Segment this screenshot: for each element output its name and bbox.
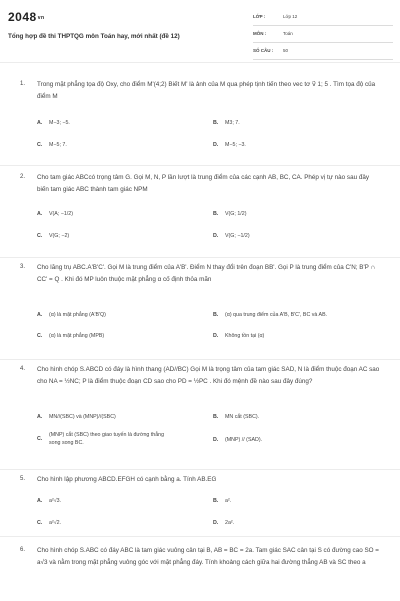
question-6 [0, 536, 400, 601]
option-letter: C. [37, 333, 43, 339]
option-text: M−5; −3. [225, 142, 246, 148]
option-letter: D. [213, 233, 219, 239]
option-c[interactable] [37, 142, 67, 148]
option-text: M3; 7. [225, 120, 240, 126]
option-letter: D. [213, 437, 219, 443]
meta-panel [253, 13, 393, 64]
question-number: 1. [20, 81, 26, 87]
option-d[interactable] [213, 233, 250, 239]
question-text: Cho hình chóp S.ABCD có đáy là hình thang (AD//BC) Gọi M là trọng tâm của tam giác SAD, N là điểm thuộc đoạn AC sao cho NA = ½NC; P là điểm thuộc đoạn CD sao cho PD = ½PC . Khi đó mệnh đề nào sau đây đúng? [37, 366, 380, 385]
option-text: a². [225, 498, 232, 504]
option-text: V(G; −1/2) [225, 233, 250, 239]
option-letter: A. [37, 414, 43, 420]
meta-label: SỐ CÂU : [253, 48, 274, 53]
option-a[interactable] [37, 414, 116, 420]
option-a[interactable] [37, 498, 61, 504]
document-header [0, 0, 400, 62]
option-text: M−3; −5. [49, 120, 70, 126]
option-d[interactable] [213, 437, 262, 443]
brand-name: 2048 [8, 10, 37, 24]
option-c[interactable] [37, 333, 104, 339]
meta-value: Lớp 12 [283, 14, 298, 19]
option-text: (α) là mặt phẳng (MPB) [49, 333, 105, 339]
option-text: (α) qua trung điểm của A'B, B'C', BC và AB. [225, 312, 328, 318]
question-number: 2. [20, 174, 26, 180]
option-text: a²√2. [49, 520, 62, 526]
meta-value: Toán [283, 31, 293, 36]
meta-value: 50 [283, 48, 289, 53]
question-4 [0, 359, 400, 470]
meta-row-class [253, 13, 393, 26]
option-text: (MNP) cắt (SBC) theo giao tuyến là đường thẳng song song BC. [49, 432, 165, 446]
question-text: Cho hình chóp S.ABC có đáy ABC là tam giác vuông cân tại B, AB = BC = 2a. Tam giác SAC cân tại S có đường cao SO = a√3 và nằm trong mặt phẳng vuông góc với mặt phẳng đáy. Tính khoảng cách giữa hai đường thẳng AB và SC theo a [37, 547, 379, 566]
brand-logo[interactable] [8, 10, 45, 24]
meta-row-count [253, 47, 393, 60]
option-letter: A. [37, 120, 43, 126]
meta-label: LỚP : [253, 14, 266, 19]
question-5 [0, 469, 400, 537]
option-c[interactable] [37, 520, 61, 526]
option-letter: B. [213, 498, 219, 504]
option-d[interactable] [213, 520, 234, 526]
option-text: M−5; 7. [49, 142, 67, 148]
option-letter: D. [213, 142, 219, 148]
option-text: V(G; −2) [49, 233, 70, 239]
question-number: 3. [20, 264, 26, 270]
option-letter: A. [37, 498, 43, 504]
question-number: 5. [20, 476, 26, 482]
document-title: Tổng hợp đề thi THPTQG môn Toán hay, mới nhất (đề 12) [8, 33, 180, 40]
question-number: 4. [20, 366, 26, 372]
option-letter: A. [37, 211, 43, 217]
question-text: Cho hình lập phương ABCD.EFGH có cạnh bằng a. Tính AB.EG [37, 476, 217, 483]
option-letter: D. [213, 520, 219, 526]
question-number: 6. [20, 547, 26, 553]
question-3 [0, 257, 400, 360]
meta-row-subject [253, 30, 393, 43]
option-letter: B. [213, 414, 219, 420]
question-2 [0, 165, 400, 258]
option-c[interactable] [37, 233, 69, 239]
option-a[interactable] [37, 120, 70, 126]
brand-suffix: vn [37, 14, 45, 21]
question-text: Cho lăng trụ ABC.A'B'C'. Gọi M là trung điểm của A'B'. Điểm N thay đổi trên đoạn BB'. Gọi P là trung điểm của C'N; B'P ∩ CC' = Q . Khi đó MP luôn thuộc mặt phẳng α cố định thỏa mãn [37, 264, 376, 283]
option-text: (MNP) // (SAD). [225, 437, 263, 443]
option-d[interactable] [213, 333, 264, 339]
option-d[interactable] [213, 142, 246, 148]
option-letter: C. [37, 142, 43, 148]
option-b[interactable] [213, 211, 247, 217]
option-text: Không tồn tại (α) [225, 333, 265, 339]
option-a[interactable] [37, 312, 106, 318]
option-text: MN//(SBC) và (MNP)//(SBC) [49, 414, 116, 420]
option-letter: A. [37, 312, 43, 318]
option-b[interactable] [213, 312, 327, 318]
question-text: Trong mặt phẳng tọa độ Oxy, cho điểm M'(4;2) Biết M' là ảnh của M qua phép tịnh tiến theo vec tơ v⃗ 1; 5 . Tìm tọa độ của điểm M [37, 81, 376, 100]
option-letter: B. [213, 120, 219, 126]
option-letter: C. [37, 436, 43, 442]
option-text: MN cắt (SBC). [225, 414, 260, 420]
option-letter: C. [37, 233, 43, 239]
option-text: a²√3. [49, 498, 62, 504]
question-text: Cho tam giác ABCcó trọng tâm G. Gọi M, N, P lần lượt là trung điểm của các cạnh AB, BC, CA. Phép vị tự nào sau đây biến tam giác ABC thành tam giác NPM [37, 174, 369, 193]
option-b[interactable] [213, 120, 240, 126]
meta-label: MÔN : [253, 31, 267, 36]
option-c[interactable] [37, 431, 167, 447]
option-text: (α) là mặt phẳng (A'B'Q) [49, 312, 106, 318]
option-letter: C. [37, 520, 43, 526]
option-text: V(A; −1/2) [49, 211, 73, 217]
option-a[interactable] [37, 211, 73, 217]
option-letter: D. [213, 333, 219, 339]
option-text: 2a². [225, 520, 235, 526]
option-letter: B. [213, 211, 219, 217]
option-letter: B. [213, 312, 219, 318]
question-1 [0, 62, 400, 166]
option-b[interactable] [213, 498, 231, 504]
option-text: V(G; 1/2) [225, 211, 247, 217]
option-b[interactable] [213, 414, 259, 420]
